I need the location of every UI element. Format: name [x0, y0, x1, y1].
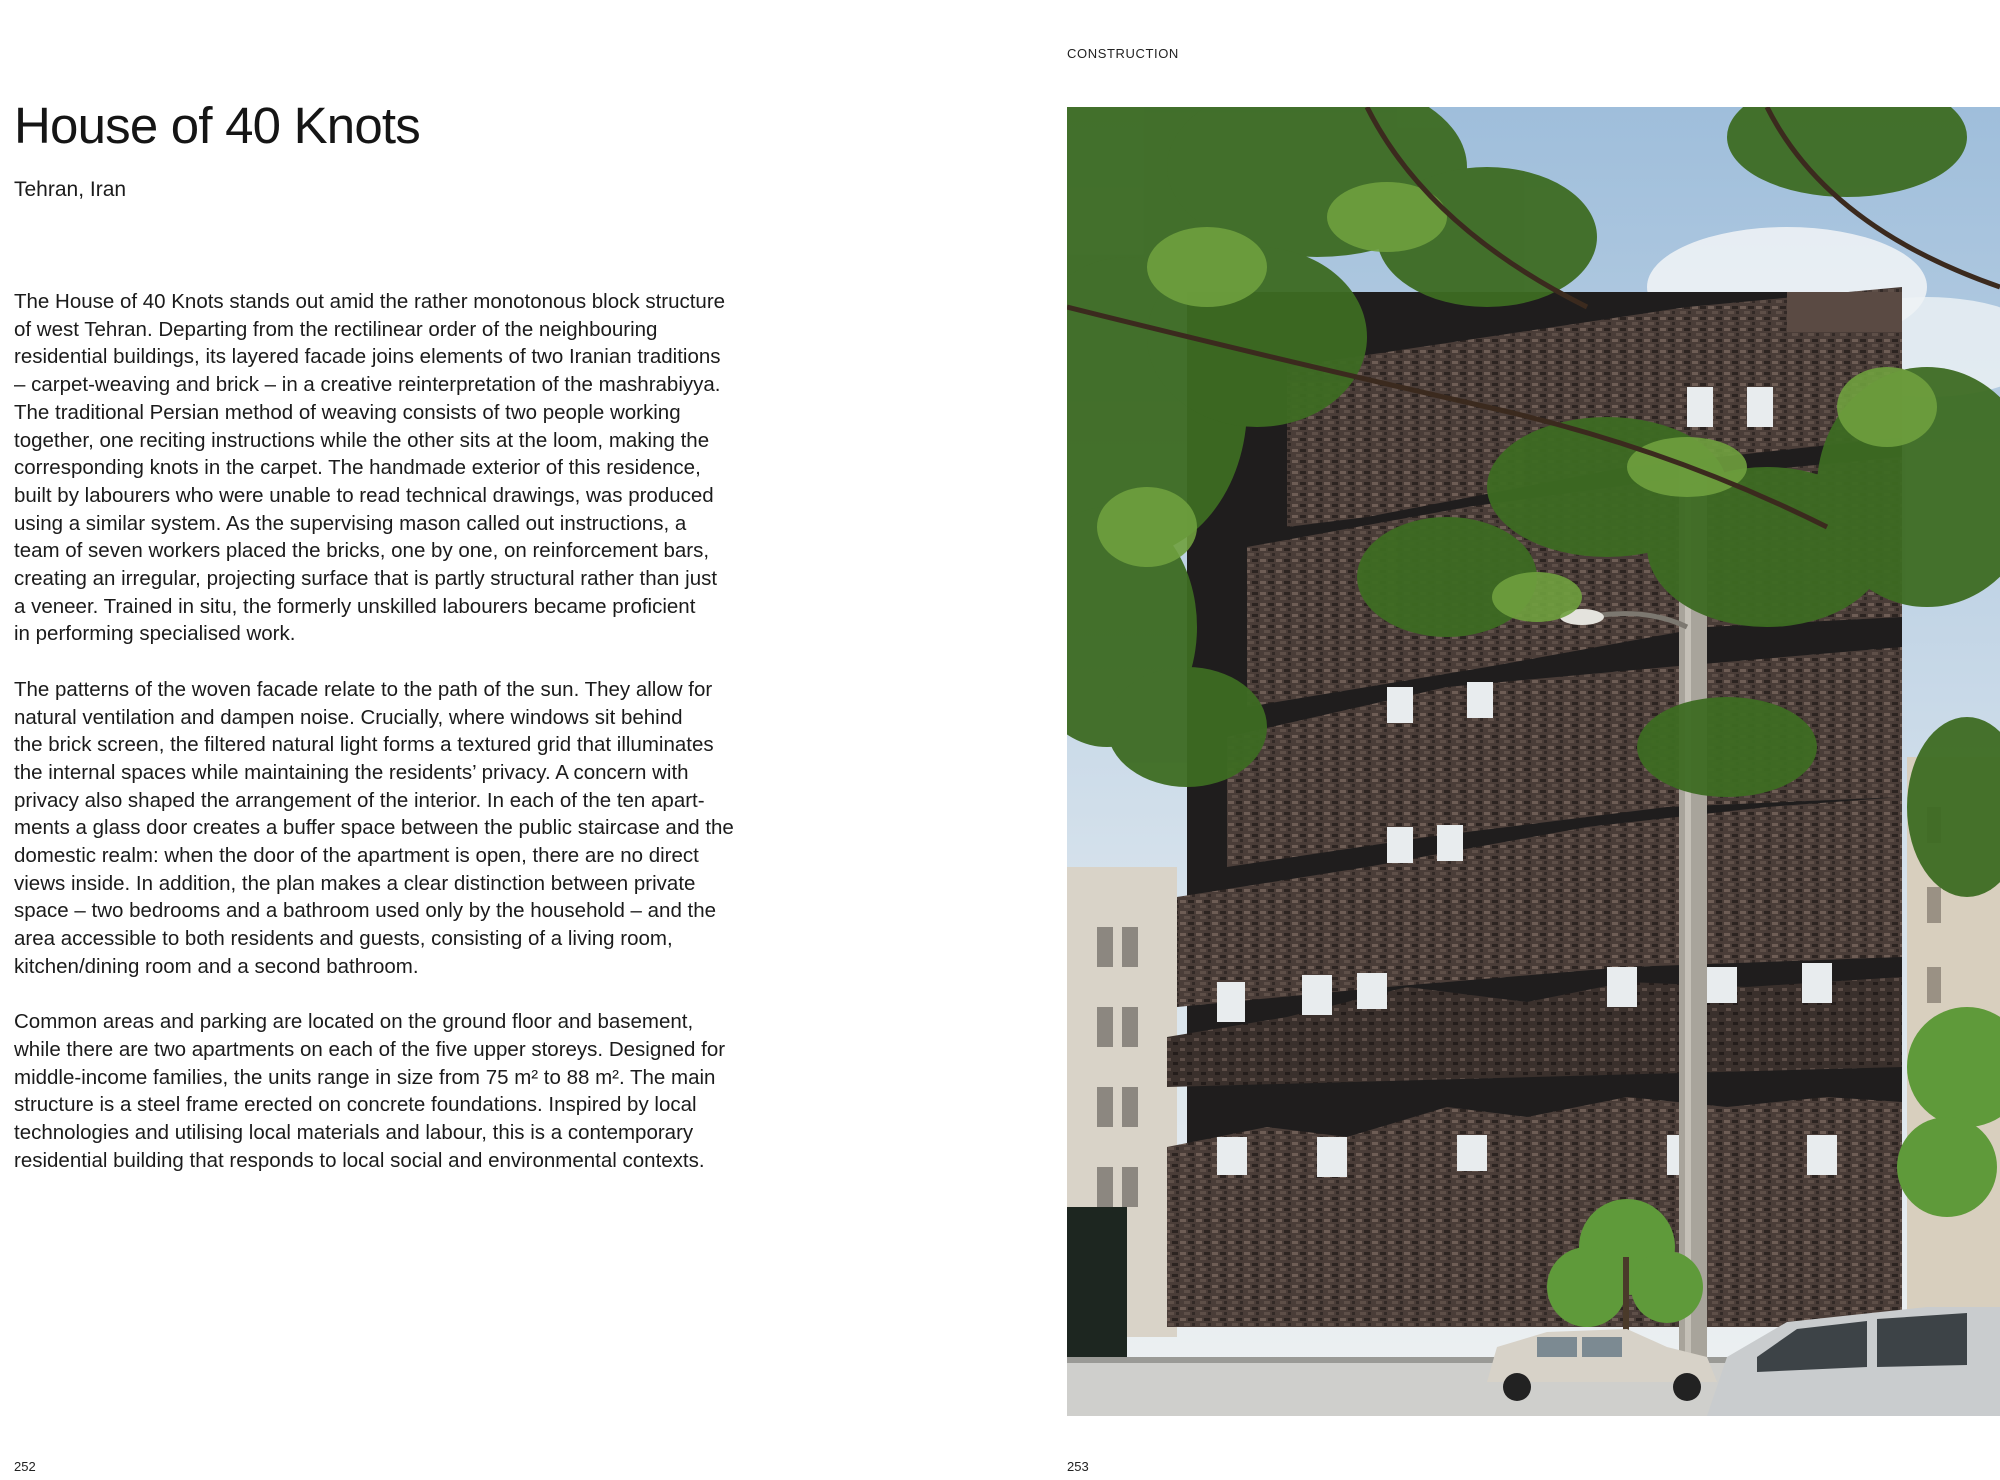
text-line: team of seven workers placed the bricks, one by one, on reinforcement bars,	[14, 539, 710, 563]
text-line: structure is a steel frame erected on concrete foundations. Inspired by local	[14, 1093, 697, 1117]
text-line: built by labourers who were unable to read technical drawings, was produced	[14, 483, 714, 507]
page-number-right: 253	[1067, 1459, 1089, 1474]
text-line: domestic realm: when the door of the apartment is open, there are no direct	[14, 844, 699, 868]
text-line: privacy also shaped the arrangement of the interior. In each of the ten apart-	[14, 788, 705, 812]
text-line: of west Tehran. Departing from the rectilinear order of the neighbouring	[14, 317, 658, 341]
text-line: together, one reciting instructions while the other sits at the loom, making the	[14, 428, 710, 452]
text-line: Common areas and parking are located on the ground floor and basement,	[14, 1010, 694, 1034]
paragraph-1	[14, 288, 814, 648]
text-line: residential building that responds to local social and environmental contexts.	[14, 1148, 705, 1172]
text-line: – carpet-weaving and brick – in a creative reinterpretation of the mashrabiyya.	[14, 373, 721, 397]
text-line: a veneer. Trained in situ, the formerly unskilled labourers became proficient	[14, 594, 696, 618]
section-label: CONSTRUCTION	[1067, 46, 1179, 61]
text-line: the brick screen, the filtered natural light forms a textured grid that illuminates	[14, 733, 714, 757]
paragraph-3	[14, 1008, 814, 1174]
right-page	[1000, 0, 2000, 1480]
paragraph-2	[14, 676, 814, 981]
text-line: views inside. In addition, the plan makes a clear distinction between private	[14, 871, 696, 895]
building-photo	[1067, 107, 2000, 1416]
location-subtitle: Tehran, Iran	[14, 178, 127, 201]
fence	[1067, 1207, 1127, 1357]
text-line: residential buildings, its layered facade joins elements of two Iranian traditions	[14, 345, 721, 369]
text-line: the internal spaces while maintaining the residents’ privacy. A concern with	[14, 760, 689, 784]
text-line: middle-income families, the units range in size from 75 m² to 88 m². The main	[14, 1065, 716, 1089]
text-line: creating an irregular, projecting surface that is partly structural rather than just	[14, 567, 718, 591]
text-line: area accessible to both residents and guests, consisting of a living room,	[14, 927, 673, 951]
text-line: technologies and utilising local materials and labour, this is a contemporary	[14, 1121, 694, 1145]
text-line: kitchen/dining room and a second bathroom.	[14, 954, 419, 978]
text-line: space – two bedrooms and a bathroom used only by the household – and the	[14, 899, 717, 923]
text-line: The patterns of the woven facade relate to the path of the sun. They allow for	[14, 677, 713, 701]
page-number-left: 252	[14, 1459, 36, 1474]
body-text	[14, 288, 814, 1202]
text-line: The House of 40 Knots stands out amid the rather monotonous block structure	[14, 290, 726, 313]
text-line: corresponding knots in the carpet. The handmade exterior of this residence,	[14, 456, 701, 480]
building-photo-icon	[1067, 107, 2000, 1416]
text-line: ments a glass door creates a buffer space between the public staircase and the	[14, 816, 734, 840]
text-line: natural ventilation and dampen noise. Crucially, where windows sit behind	[14, 705, 683, 729]
text-line: The traditional Persian method of weaving consists of two people working	[14, 400, 681, 424]
text-line: in performing specialised work.	[14, 622, 296, 646]
page-title: House of 40 Knots	[14, 97, 421, 154]
text-line: while there are two apartments on each of the five upper storeys. Designed for	[14, 1037, 726, 1061]
text-line: using a similar system. As the supervising mason called out instructions, a	[14, 511, 687, 535]
